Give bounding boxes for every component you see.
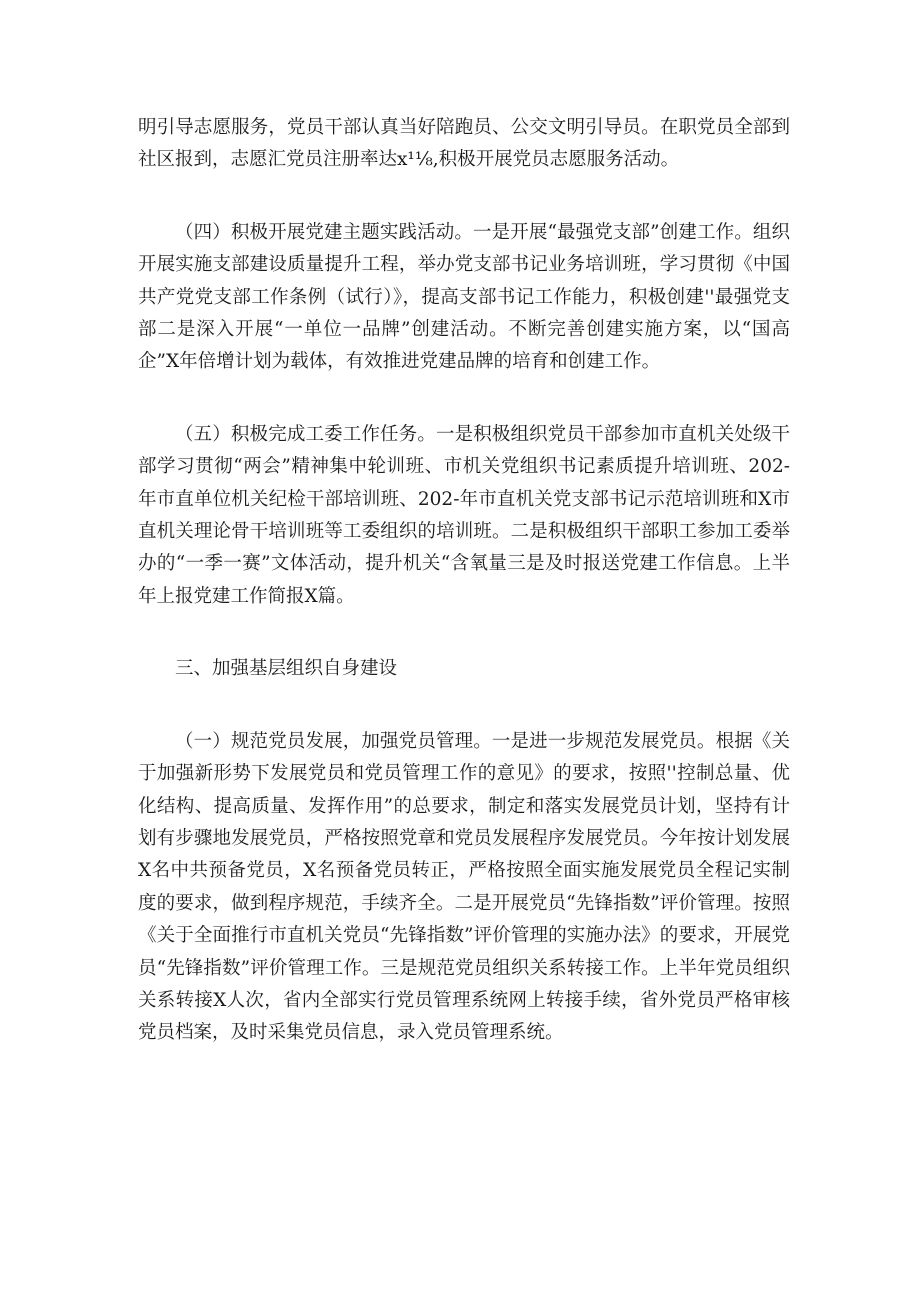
- document-body: [138, 112, 790, 1050]
- paragraph-gap: [138, 686, 790, 726]
- paragraph-gap: [138, 379, 790, 419]
- section-heading: 三、加强基层组织自身建设: [175, 658, 398, 680]
- paragraph-theme-practice: （四）积极开展党建主题实践活动。一是开展“最强党支部”创建工作。组织开展实施支部建设质量提升工程，举办党支部书记业务培训班，学习贯彻《中国共产党党支部工作条例（试行）》，提高支部书记工作能力，积极创建''最强党支部二是深入开展“一单位一品牌”创建活动。不断完善创建实施方案，以“国高企”X年倍增计划为载体，有效推进党建品牌的培育和创建工作。: [138, 221, 790, 373]
- paragraph-volunteer-service: 明引导志愿服务，党员干部认真当好陪跑员、公交文明引导员。在职党员全部到社区报到，志愿汇党员注册率达x¹⅛,积极开展党员志愿服务活动。: [138, 117, 790, 171]
- paragraph-committee-tasks: （五）积极完成工委工作任务。一是积极组织党员干部参加市直机关处级干部学习贯彻“两会”精神集中轮训班、市机关党组织书记素质提升培训班、202-年市直单位机关纪检干部培训班、202-年市直机关党支部书记示范培训班和X市直机关理论骨干培训班等工委组织的培训班。二是积极组织干部职工参加工委举办的“一季一赛”文体活动，提升机关“含氧量三是及时报送党建工作信息。上半年上报党建工作简报X篇。: [138, 423, 790, 607]
- paragraph-gap: [138, 613, 790, 653]
- paragraph-member-development: （一）规范党员发展，加强党员管理。一是进一步规范发展党员。根据《关于加强新形势下发展党员和党员管理工作的意见》的要求，按照''控制总量、优化结构、提高质量、发挥作用”的总要求，制定和落实发展党员计划，坚持有计划有步骤地发展党员，严格按照党章和党员发展程序发展党员。今年按计划发展X名中共预备党员，X名预备党员转正，严格按照全面实施发展党员全程记实制度的要求，做到程序规范，手续齐全。二是开展党员“先锋指数”评价管理。按照《关于全面推行市直机关党员“先锋指数”评价管理的实施办法》的要求，开展党员“先锋指数”评价管理工作。三是规范党员组织关系转接工作。上半年党员组织关系转接X人次，省内全部实行党员管理系统网上转接手续，省外党员严格审核党员档案，及时采集党员信息，录入党员管理系统。: [138, 730, 790, 1044]
- paragraph-gap: [138, 177, 790, 217]
